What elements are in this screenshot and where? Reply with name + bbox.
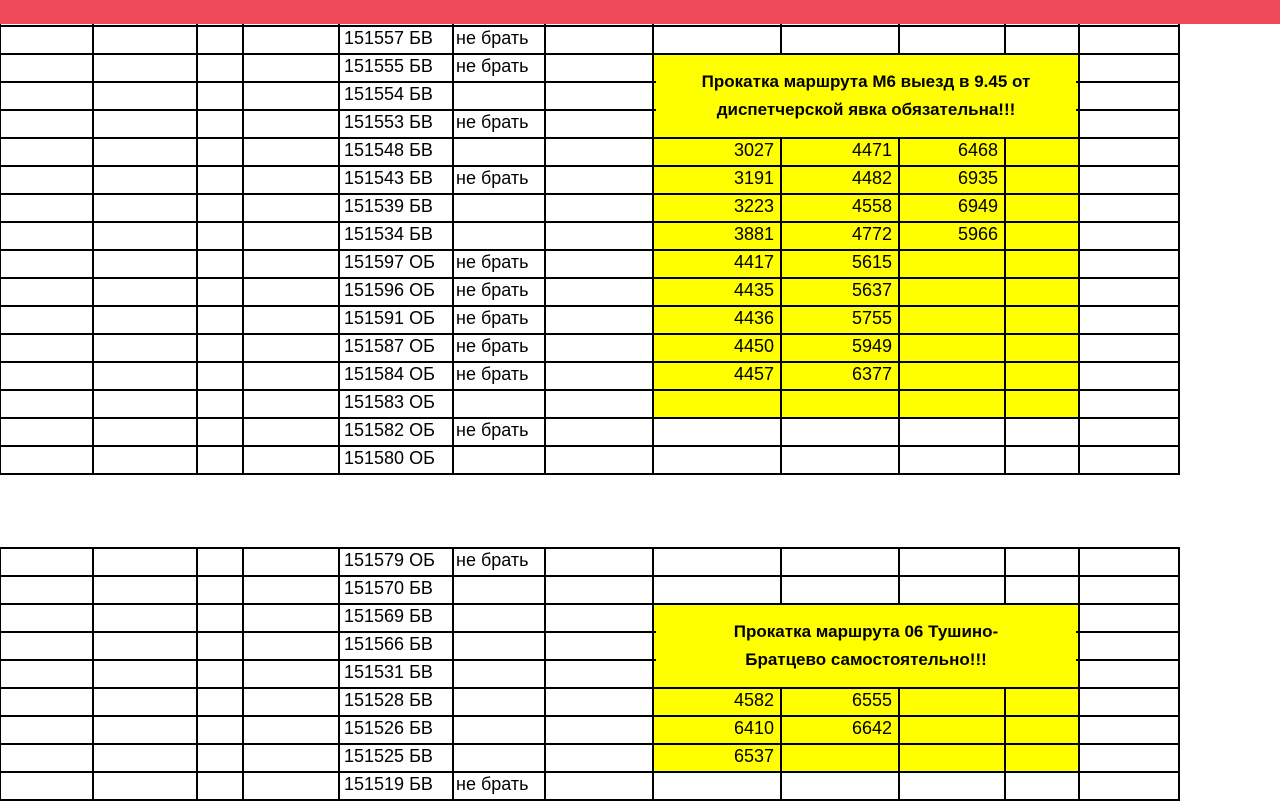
note-cell: не брать bbox=[456, 774, 529, 794]
vehicle-code-cell: 151597 ОБ bbox=[344, 252, 435, 272]
grid-vline bbox=[338, 548, 340, 800]
grid-vline bbox=[0, 0, 1, 474]
notice-cell bbox=[656, 605, 1076, 687]
vehicle-code-cell: 151591 ОБ bbox=[344, 308, 435, 328]
grid-vline bbox=[652, 548, 654, 800]
vehicle-code-cell: 151583 ОБ bbox=[344, 392, 435, 412]
vehicle-number-cell: 5637 bbox=[851, 280, 892, 300]
top-red-bar bbox=[0, 0, 1280, 24]
notice-line-2: диспетчерской явка обязательна!!! bbox=[716, 100, 1016, 119]
grid-hline bbox=[0, 249, 1180, 251]
grid-hline bbox=[0, 165, 1180, 167]
vehicle-code-cell: 151548 БВ bbox=[344, 140, 433, 160]
grid-hline bbox=[0, 305, 1180, 307]
vehicle-code-cell: 151596 ОБ bbox=[344, 280, 435, 300]
grid-vline bbox=[0, 548, 1, 800]
grid-vline bbox=[652, 0, 654, 474]
vehicle-number-cell: 3027 bbox=[733, 140, 774, 160]
grid-vline bbox=[242, 548, 244, 800]
grid-hline bbox=[0, 25, 1180, 27]
grid-hline bbox=[0, 333, 1180, 335]
note-cell: не брать bbox=[456, 308, 529, 328]
vehicle-number-cell: 6468 bbox=[957, 140, 998, 160]
vehicle-number-cell: 5615 bbox=[851, 252, 892, 272]
vehicle-number-cell: 5949 bbox=[851, 336, 892, 356]
vehicle-number-cell: 5755 bbox=[851, 308, 892, 328]
vehicle-code-cell: 151528 БВ bbox=[344, 690, 433, 710]
grid-vline bbox=[196, 0, 198, 474]
note-cell: не брать bbox=[456, 420, 529, 440]
grid-vline bbox=[452, 548, 454, 800]
grid-hline bbox=[0, 389, 1180, 391]
vehicle-number-cell: 6555 bbox=[851, 690, 892, 710]
vehicle-code-cell: 151587 ОБ bbox=[344, 336, 435, 356]
notice-cell bbox=[656, 55, 1076, 137]
grid-vline bbox=[92, 548, 94, 800]
vehicle-code-cell: 151554 БВ bbox=[344, 84, 433, 104]
vehicle-code-cell: 151566 БВ bbox=[344, 634, 433, 654]
vehicle-code-cell: 151553 БВ bbox=[344, 112, 433, 132]
grid-vline bbox=[338, 0, 340, 474]
note-cell: не брать bbox=[456, 28, 529, 48]
vehicle-number-cell: 6642 bbox=[851, 718, 892, 738]
vehicle-code-cell: 151584 ОБ bbox=[344, 364, 435, 384]
grid-vline bbox=[452, 0, 454, 474]
vehicle-number-cell: 4582 bbox=[733, 690, 774, 710]
note-cell: не брать bbox=[456, 280, 529, 300]
grid-hline bbox=[0, 193, 1180, 195]
vehicle-code-cell: 151534 БВ bbox=[344, 224, 433, 244]
vehicle-code-cell: 151579 ОБ bbox=[344, 550, 435, 570]
vehicle-code-cell: 151525 БВ bbox=[344, 746, 433, 766]
notice-text bbox=[734, 618, 998, 674]
grid-hline bbox=[0, 445, 1180, 447]
grid-vline bbox=[1078, 0, 1080, 474]
vehicle-number-cell: 6935 bbox=[957, 168, 998, 188]
grid-vline bbox=[196, 548, 198, 800]
vehicle-number-cell: 4558 bbox=[851, 196, 892, 216]
vehicle-code-cell: 151519 БВ bbox=[344, 774, 433, 794]
vehicle-number-cell: 6377 bbox=[851, 364, 892, 384]
vehicle-number-cell: 6949 bbox=[957, 196, 998, 216]
vehicle-code-cell: 151557 БВ bbox=[344, 28, 433, 48]
vehicle-code-cell: 151580 ОБ bbox=[344, 448, 435, 468]
grid-vline bbox=[544, 548, 546, 800]
vehicle-number-cell: 3223 bbox=[733, 196, 774, 216]
grid-vline bbox=[1078, 548, 1080, 800]
notice-line-2: Братцево самостоятельно!!! bbox=[745, 650, 987, 669]
grid-hline bbox=[0, 575, 1180, 577]
grid-vline bbox=[92, 0, 94, 474]
vehicle-code-cell: 151531 БВ bbox=[344, 662, 433, 682]
vehicle-number-cell: 4457 bbox=[733, 364, 774, 384]
grid-hline bbox=[0, 473, 1180, 475]
vehicle-number-cell: 3191 bbox=[733, 168, 774, 188]
vehicle-number-cell: 4471 bbox=[851, 140, 892, 160]
vehicle-number-cell: 4435 bbox=[733, 280, 774, 300]
vehicle-number-cell: 6410 bbox=[733, 718, 774, 738]
grid-vline bbox=[242, 0, 244, 474]
vehicle-code-cell: 151582 ОБ bbox=[344, 420, 435, 440]
grid-hline bbox=[0, 547, 1180, 549]
note-cell: не брать bbox=[456, 550, 529, 570]
note-cell: не брать bbox=[456, 56, 529, 76]
vehicle-number-cell: 4417 bbox=[733, 252, 774, 272]
grid-vline bbox=[1178, 548, 1180, 800]
vehicle-number-cell: 6537 bbox=[733, 746, 774, 766]
vehicle-code-cell: 151543 БВ bbox=[344, 168, 433, 188]
vehicle-number-cell: 5966 bbox=[957, 224, 998, 244]
vehicle-code-cell: 151555 БВ bbox=[344, 56, 433, 76]
vehicle-number-cell: 3881 bbox=[733, 224, 774, 244]
vehicle-code-cell: 151526 БВ bbox=[344, 718, 433, 738]
note-cell: не брать bbox=[456, 336, 529, 356]
note-cell: не брать bbox=[456, 252, 529, 272]
vehicle-code-cell: 151539 БВ bbox=[344, 196, 433, 216]
grid-vline bbox=[544, 0, 546, 474]
grid-hline bbox=[0, 771, 1180, 773]
grid-hline bbox=[0, 417, 1180, 419]
note-cell: не брать bbox=[456, 112, 529, 132]
grid-hline bbox=[0, 137, 1180, 139]
notice-line-1: Прокатка маршрута М6 выезд в 9.45 от bbox=[701, 72, 1031, 91]
grid-hline bbox=[0, 277, 1180, 279]
notice-line-1: Прокатка маршрута 06 Тушино- bbox=[733, 622, 999, 641]
vehicle-number-cell: 4436 bbox=[733, 308, 774, 328]
vehicle-number-cell: 4772 bbox=[851, 224, 892, 244]
notice-text bbox=[702, 68, 1031, 124]
grid-hline bbox=[0, 221, 1180, 223]
note-cell: не брать bbox=[456, 364, 529, 384]
vehicle-code-cell: 151569 БВ bbox=[344, 606, 433, 626]
grid-vline bbox=[1178, 0, 1180, 474]
vehicle-number-cell: 4482 bbox=[851, 168, 892, 188]
grid-hline bbox=[0, 361, 1180, 363]
vehicle-code-cell: 151570 БВ bbox=[344, 578, 433, 598]
grid-hline bbox=[0, 687, 1180, 689]
grid-hline bbox=[0, 743, 1180, 745]
vehicle-number-cell: 4450 bbox=[733, 336, 774, 356]
grid-hline bbox=[0, 715, 1180, 717]
note-cell: не брать bbox=[456, 168, 529, 188]
